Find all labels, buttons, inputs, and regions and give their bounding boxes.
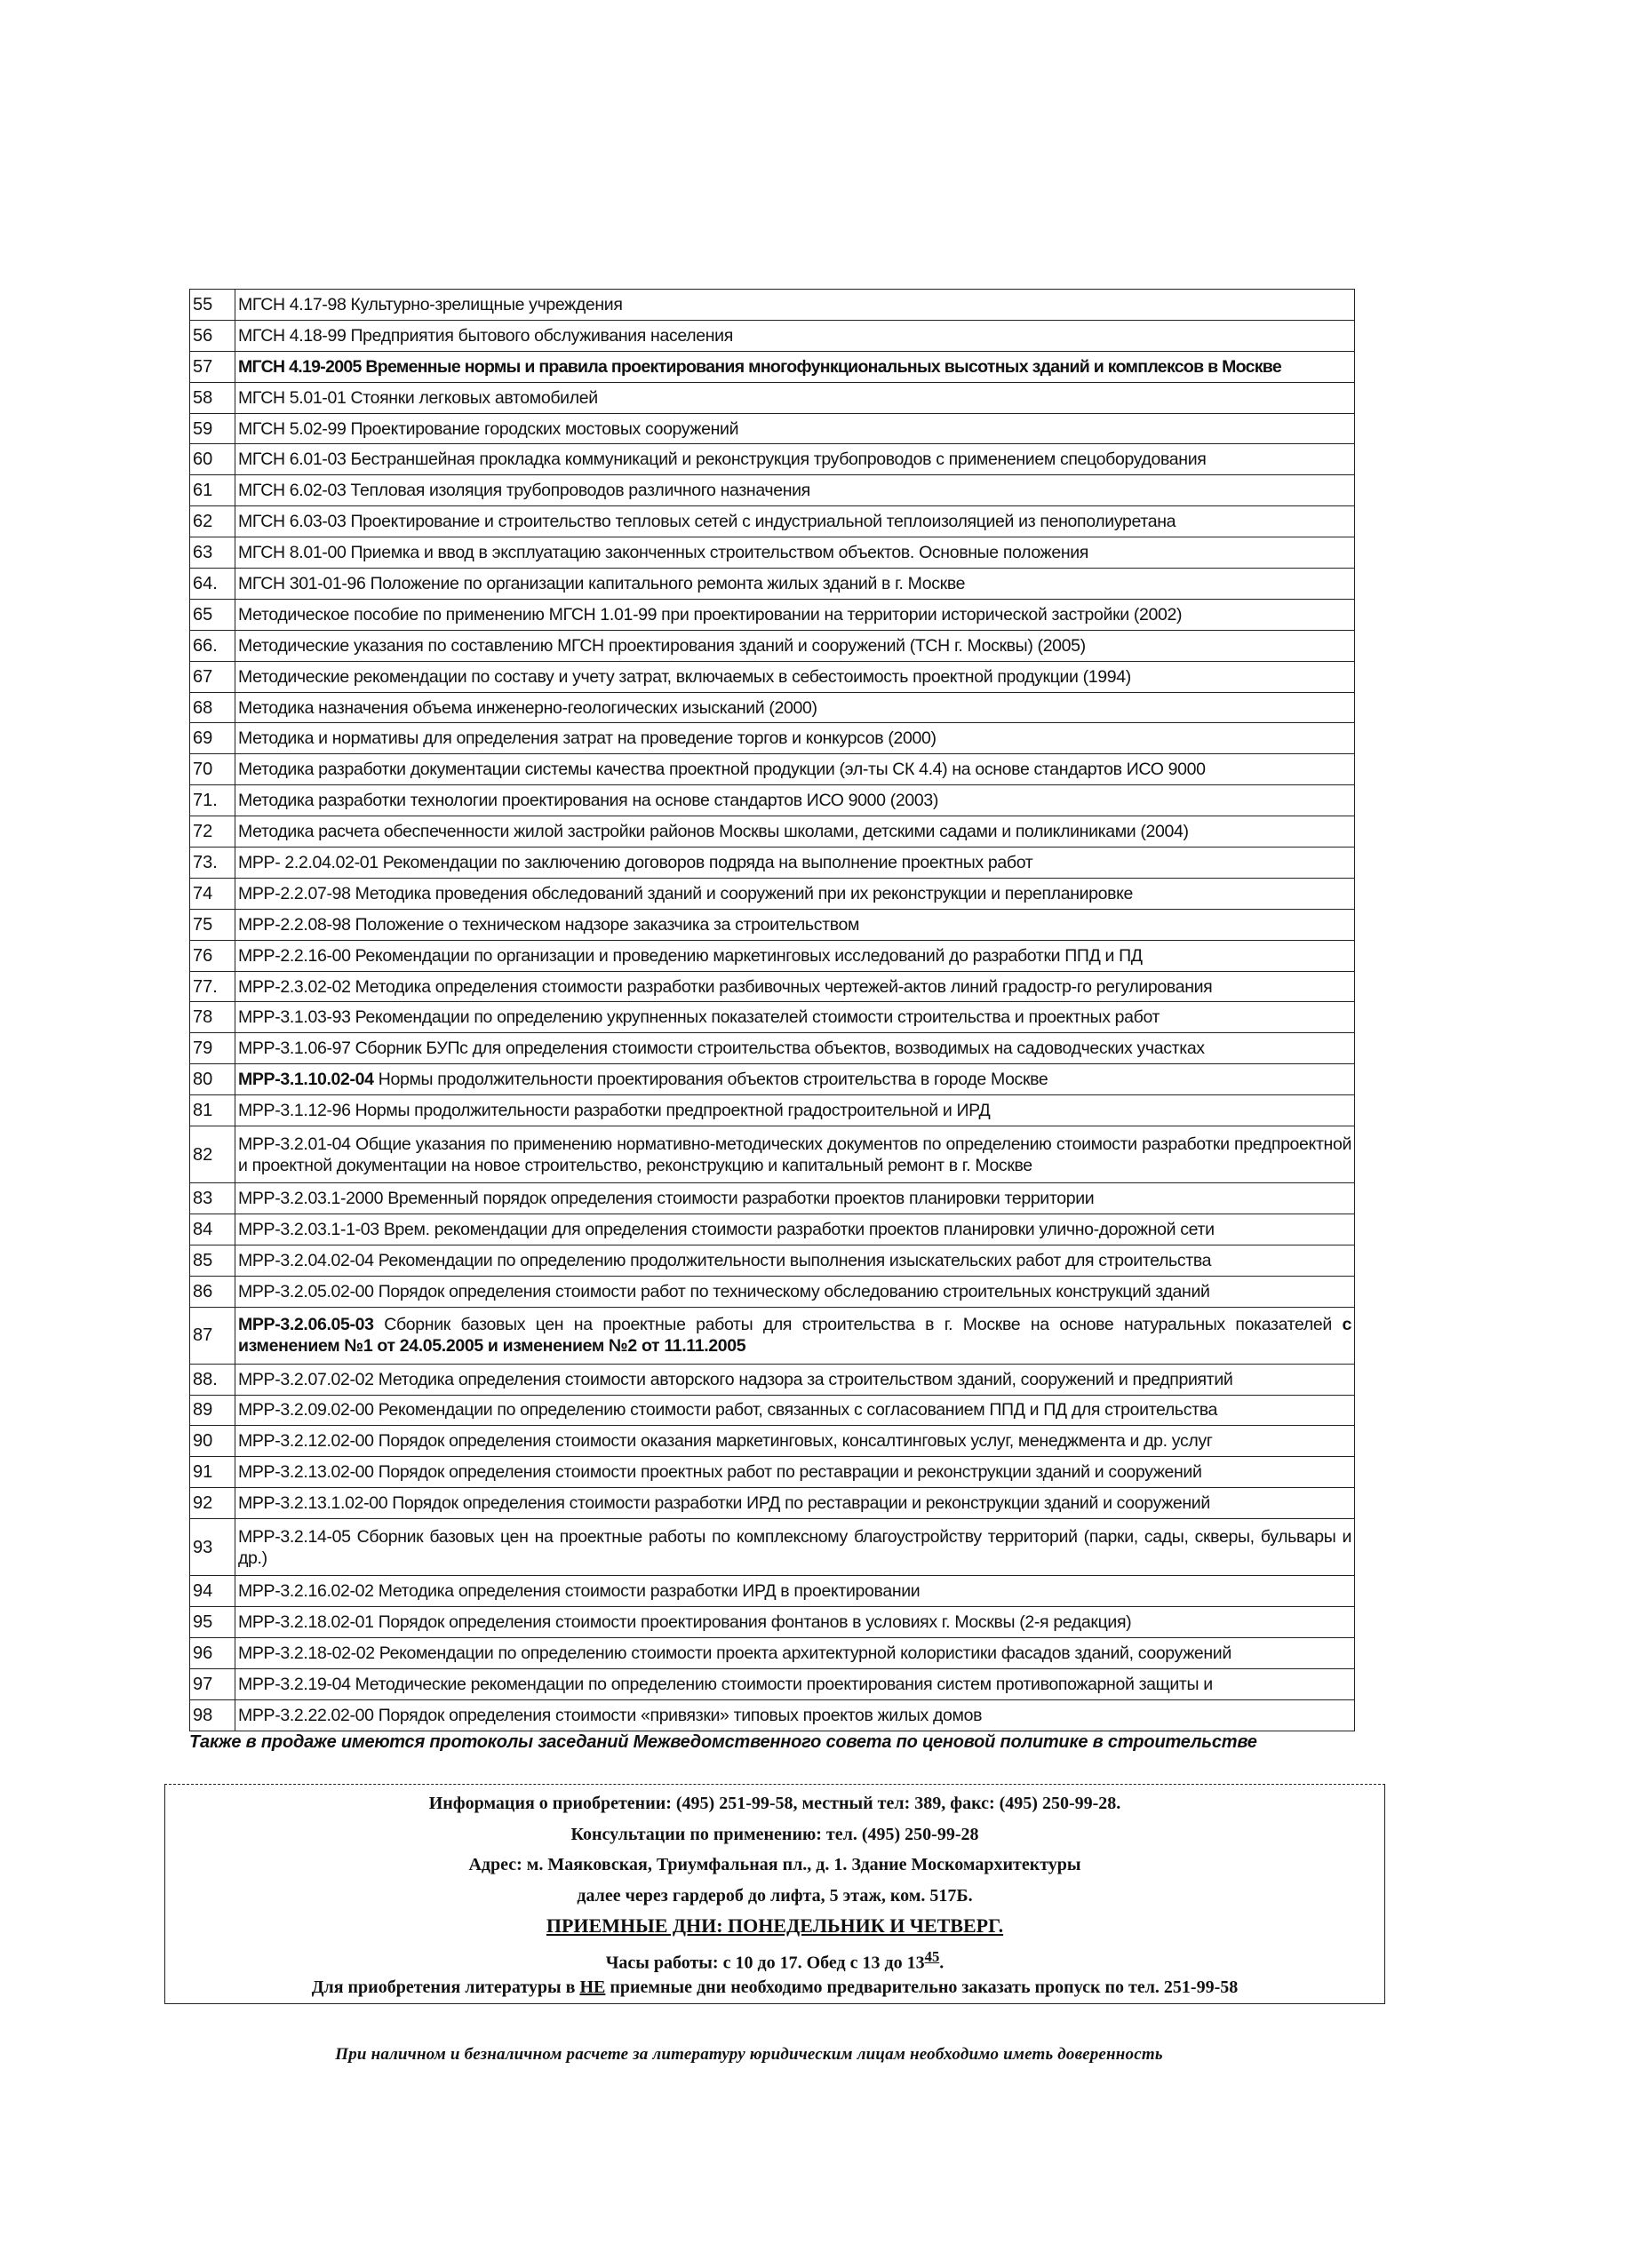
- table-body: [190, 290, 1355, 1731]
- row-number: 96: [190, 1637, 235, 1668]
- table-row: [190, 1245, 1355, 1276]
- row-title: Методика расчета обеспеченности жилой застройки районов Москвы школами, детскими садами и поликлиниками (2004): [235, 816, 1355, 848]
- directions-line: далее через гардероб до лифта, 5 этаж, ком. 517Б.: [577, 1885, 973, 1906]
- row-number: 76: [190, 940, 235, 971]
- row-number: 84: [190, 1214, 235, 1245]
- row-number: 78: [190, 1002, 235, 1033]
- table-row: [190, 1126, 1355, 1183]
- row-title: МРР-3.2.18.02-01 Порядок определения стоимости проектирования фонтанов в условиях г. Москвы (2-я редакция): [235, 1606, 1355, 1637]
- table-row: [190, 599, 1355, 630]
- row-title: МГСН 4.17-98 Культурно-зрелищные учреждения: [235, 290, 1355, 321]
- row-number: 61: [190, 475, 235, 506]
- table-row: [190, 816, 1355, 848]
- table-row: [190, 692, 1355, 723]
- row-number: 80: [190, 1064, 235, 1095]
- row-title: МРР-3.2.03.1-1-03 Врем. рекомендации для определения стоимости разработки проектов планировки улично-дорожной сети: [235, 1214, 1355, 1245]
- row-number: 67: [190, 661, 235, 692]
- row-title: МРР-3.2.16.02-02 Методика определения стоимости разработки ИРД в проектировании: [235, 1576, 1355, 1607]
- table-row: [190, 785, 1355, 816]
- working-hours-line: [165, 1942, 1384, 1973]
- row-number: 64.: [190, 569, 235, 600]
- table-row: [190, 1095, 1355, 1126]
- table-row: [190, 661, 1355, 692]
- table-row: [190, 848, 1355, 879]
- table-row: [190, 971, 1355, 1002]
- reception-days-line: [165, 1911, 1384, 1942]
- row-title: МГСН 8.01-00 Приемка и ввод в эксплуатацию законченных строительством объектов. Основные положения: [235, 537, 1355, 569]
- row-number: 63: [190, 537, 235, 569]
- row-title: МРР-3.2.19-04 Методические рекомендации по определению стоимости проектирования систем противопожарной защиты и: [235, 1668, 1355, 1699]
- table-row: [190, 878, 1355, 909]
- table-row: [190, 1637, 1355, 1668]
- table-row: [190, 1668, 1355, 1699]
- row-code-bold: МРР-3.1.10.02-04: [238, 1070, 374, 1090]
- lunch-minutes: 45: [924, 1947, 940, 1965]
- table-row: [190, 351, 1355, 382]
- row-number: 70: [190, 754, 235, 785]
- row-number: 59: [190, 413, 235, 444]
- row-title: МРР-2.2.07-98 Методика проведения обследований зданий и сооружений при их реконструкции и перепланировке: [235, 878, 1355, 909]
- row-number: 74: [190, 878, 235, 909]
- row-number: 65: [190, 599, 235, 630]
- row-number: 56: [190, 320, 235, 351]
- row-title: МРР- 2.2.04.02-01 Рекомендации по заключению договоров подряда на выполнение проектных работ: [235, 848, 1355, 879]
- row-number: 94: [190, 1576, 235, 1607]
- row-number: 87: [190, 1307, 235, 1364]
- row-number: 77.: [190, 971, 235, 1002]
- row-number: 85: [190, 1245, 235, 1276]
- table-row: [190, 630, 1355, 661]
- pass-order-line: [165, 1972, 1384, 2003]
- consultation-line: Консультации по применению: тел. (495) 250-99-28: [570, 1824, 979, 1844]
- row-number: 75: [190, 909, 235, 940]
- table-row: [190, 754, 1355, 785]
- protocols-note: Также в продаже имеются протоколы заседаний Межведомственного совета по ценовой политике в строительстве: [189, 1732, 1257, 1752]
- row-title-rest: Сборник базовых цен на проектные работы для строительства в г. Москве на основе натуральных показателей: [373, 1315, 1343, 1335]
- row-number: 83: [190, 1183, 235, 1214]
- working-hours-end: .: [939, 1953, 945, 1973]
- address-line: Адрес: м. Маяковская, Триумфальная пл., д. 1. Здание Москомархитектуры: [468, 1855, 1081, 1874]
- row-title: Методические указания по составлению МГСН проектирования зданий и сооружений (ТСН г. Москвы) (2005): [235, 630, 1355, 661]
- row-amendments-bold: с изменением №1 от 24.05.2005 и изменением №2 от 11.11.2005: [238, 1315, 1351, 1357]
- document-list-table: [189, 289, 1355, 1731]
- power-of-attorney-note: При наличном и безналичном расчете за литературу юридическим лицам необходимо иметь доверенность: [335, 2045, 1163, 2064]
- row-number: 88.: [190, 1364, 235, 1395]
- table-row: [190, 1276, 1355, 1307]
- row-title-rest: Нормы продолжительности проектирования объектов строительства в городе Москве: [373, 1070, 1048, 1090]
- row-title: [235, 1307, 1355, 1364]
- row-title: МРР-3.2.14-05 Сборник базовых цен на проектные работы по комплексному благоустройству территорий (парки, сады, скверы, бульвары и др.): [235, 1519, 1355, 1576]
- row-code-bold: МРР-3.2.06.05-03: [238, 1315, 374, 1335]
- table-row: [190, 1488, 1355, 1519]
- working-hours: Часы работы: с 10 до 17. Обед с 13 до 13: [605, 1953, 925, 1973]
- row-title: МРР-2.2.08-98 Положение о техническом надзоре заказчика за строительством: [235, 909, 1355, 940]
- row-number: 55: [190, 290, 235, 321]
- row-title: Методическое пособие по применению МГСН 1.01-99 при проектировании на территории исторической застройки (2002): [235, 599, 1355, 630]
- table-row: [190, 537, 1355, 569]
- row-title: МРР-2.2.16-00 Рекомендации по организации и проведению маркетинговых исследований до разработки ППД и ПД: [235, 940, 1355, 971]
- row-number: 93: [190, 1519, 235, 1576]
- row-number: 68: [190, 692, 235, 723]
- row-number: 62: [190, 506, 235, 537]
- row-title: МГСН 301-01-96 Положение по организации капитального ремонта жилых зданий в г. Москве: [235, 569, 1355, 600]
- row-title: МРР-3.2.12.02-00 Порядок определения стоимости оказания маркетинговых, консалтинговых услуг, менеджмента и др. услуг: [235, 1426, 1355, 1457]
- table-row: [190, 1002, 1355, 1033]
- table-row: [190, 909, 1355, 940]
- table-row: [190, 1307, 1355, 1364]
- row-number: 69: [190, 723, 235, 754]
- row-number: 81: [190, 1095, 235, 1126]
- row-title: Методика назначения объема инженерно-геологических изысканий (2000): [235, 692, 1355, 723]
- row-number: 86: [190, 1276, 235, 1307]
- pass-order-end: приемные дни необходимо предварительно заказать пропуск по тел. 251-99-58: [605, 1978, 1239, 1997]
- row-title: Методика разработки технологии проектирования на основе стандартов ИСО 9000 (2003): [235, 785, 1355, 816]
- row-title: МРР-3.2.03.1-2000 Временный порядок определения стоимости разработки проектов планировки территории: [235, 1183, 1355, 1214]
- row-title: МРР-3.1.12-96 Нормы продолжительности разработки предпроектной градостроительной и ИРД: [235, 1095, 1355, 1126]
- purchase-phone-line: Информация о приобретении: (495) 251-99-58, местный тел: 389, факс: (495) 250-99-28.: [428, 1794, 1121, 1813]
- table-row: [190, 320, 1355, 351]
- row-title: [235, 1064, 1355, 1095]
- table-row: [190, 1699, 1355, 1731]
- pass-order-ne: НЕ: [579, 1978, 606, 1997]
- row-number: 89: [190, 1395, 235, 1426]
- row-title: МГСН 5.01-01 Стоянки легковых автомобилей: [235, 382, 1355, 413]
- row-number: 71.: [190, 785, 235, 816]
- row-title: МРР-3.2.13.1.02-00 Порядок определения стоимости разработки ИРД по реставрации и реконструкции зданий и сооружений: [235, 1488, 1355, 1519]
- table-row: [190, 1364, 1355, 1395]
- row-number: 98: [190, 1699, 235, 1731]
- row-number: 92: [190, 1488, 235, 1519]
- table-row: [190, 1457, 1355, 1488]
- table-row: [190, 1519, 1355, 1576]
- table-row: [190, 723, 1355, 754]
- row-number: 82: [190, 1126, 235, 1183]
- row-title: МРР-3.2.22.02-00 Порядок определения стоимости «привязки» типовых проектов жилых домов: [235, 1699, 1355, 1731]
- row-title: МРР-3.2.05.02-00 Порядок определения стоимости работ по техническому обследованию строительных конструкций зданий: [235, 1276, 1355, 1307]
- row-title: МРР-3.2.18-02-02 Рекомендации по определению стоимости проекта архитектурной колористики фасадов зданий, сооружений: [235, 1637, 1355, 1668]
- row-title: МРР-3.1.03-93 Рекомендации по определению укрупненных показателей стоимости строительства и проектных работ: [235, 1002, 1355, 1033]
- table-row: [190, 1033, 1355, 1064]
- table-row: [190, 413, 1355, 444]
- row-title: МРР-3.2.09.02-00 Рекомендации по определению стоимости работ, связанных с согласованием ППД и ПД для строительства: [235, 1395, 1355, 1426]
- row-title: Методические рекомендации по составу и учету затрат, включаемых в себестоимость проектной продукции (1994): [235, 661, 1355, 692]
- row-number: 60: [190, 444, 235, 475]
- table-row: [190, 1426, 1355, 1457]
- row-title: МРР-3.2.01-04 Общие указания по применению нормативно-методических документов по определению стоимости разработки предпроектной и проектной документации на новое строительство, реконструкцию и капитальный ремонт в г. Москве: [235, 1126, 1355, 1183]
- row-title: МРР-3.2.13.02-00 Порядок определения стоимости проектных работ по реставрации и реконструкции зданий и сооружений: [235, 1457, 1355, 1488]
- row-title: МГСН 4.19-2005 Временные нормы и правила проектирования многофункциональных высотных зданий и комплексов в Москве: [235, 351, 1355, 382]
- row-number: 72: [190, 816, 235, 848]
- row-title: МРР-3.1.06-97 Сборник БУПс для определения стоимости строительства объектов, возводимых на садоводческих участках: [235, 1033, 1355, 1064]
- row-title: МРР-3.2.04.02-04 Рекомендации по определению продолжительности выполнения изыскательских работ для строительства: [235, 1245, 1355, 1276]
- row-title: Методика и нормативы для определения затрат на проведение торгов и конкурсов (2000): [235, 723, 1355, 754]
- row-number: 79: [190, 1033, 235, 1064]
- table-row: [190, 940, 1355, 971]
- row-number: 58: [190, 382, 235, 413]
- table-row: [190, 1395, 1355, 1426]
- row-number: 66.: [190, 630, 235, 661]
- table-row: [190, 506, 1355, 537]
- purchase-info-box: [164, 1784, 1385, 2004]
- table-row: [190, 475, 1355, 506]
- row-title: МГСН 6.03-03 Проектирование и строительство тепловых сетей с индустриальной теплоизоляцией из пенополиуретана: [235, 506, 1355, 537]
- table-row: [190, 444, 1355, 475]
- row-number: 90: [190, 1426, 235, 1457]
- table-row: [190, 290, 1355, 321]
- row-title: МГСН 6.01-03 Бестраншейная прокладка коммуникаций и реконструкция трубопроводов с применением спецоборудования: [235, 444, 1355, 475]
- reception-days: ПРИЕМНЫЕ ДНИ: ПОНЕДЕЛЬНИК И ЧЕТВЕРГ.: [546, 1914, 1004, 1937]
- row-number: 95: [190, 1606, 235, 1637]
- row-title: МГСН 4.18-99 Предприятия бытового обслуживания населения: [235, 320, 1355, 351]
- table-row: [190, 1064, 1355, 1095]
- row-number: 97: [190, 1668, 235, 1699]
- row-title: МГСН 5.02-99 Проектирование городских мостовых сооружений: [235, 413, 1355, 444]
- row-number: 73.: [190, 848, 235, 879]
- table-row: [190, 1606, 1355, 1637]
- table-row: [190, 1576, 1355, 1607]
- table-row: [190, 569, 1355, 600]
- table-row: [190, 382, 1355, 413]
- pass-order-start: Для приобретения литературы в: [311, 1978, 580, 1997]
- row-title: МРР-2.3.02-02 Методика определения стоимости разработки разбивочных чертежей-актов линий градостр-го регулирования: [235, 971, 1355, 1002]
- row-number: 91: [190, 1457, 235, 1488]
- row-title: МРР-3.2.07.02-02 Методика определения стоимости авторского надзора за строительством зданий, сооружений и предприятий: [235, 1364, 1355, 1395]
- table-row: [190, 1214, 1355, 1245]
- row-title: Методика разработки документации системы качества проектной продукции (эл-ты СК 4.4) на основе стандартов ИСО 9000: [235, 754, 1355, 785]
- table-row: [190, 1183, 1355, 1214]
- row-title: МГСН 6.02-03 Тепловая изоляция трубопроводов различного назначения: [235, 475, 1355, 506]
- row-number: 57: [190, 351, 235, 382]
